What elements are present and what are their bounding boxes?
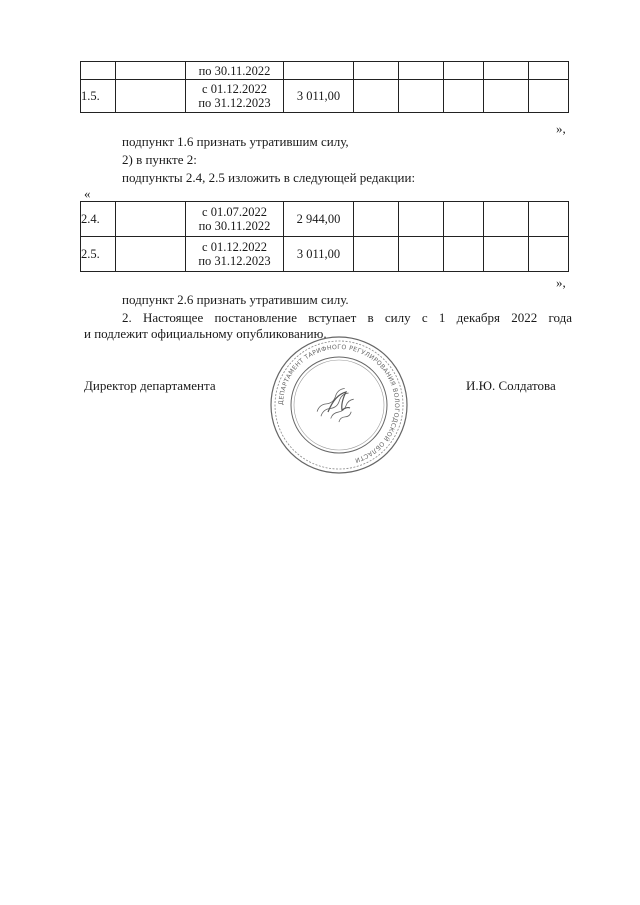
table-cell [116, 202, 186, 237]
row-number: 1.5. [81, 80, 116, 113]
table-cell [444, 202, 484, 237]
period-line: по 30.11.2022 [198, 63, 271, 78]
table-cell [484, 62, 529, 80]
period-cell [186, 202, 284, 237]
seal-ring-text: ДЕПАРТАМЕНТ ТАРИФНОГО РЕГУЛИРОВАНИЯ ВОЛОГОДСКОЙ ОБЛАСТИ [277, 343, 401, 464]
tariff-value: 3 011,00 [284, 237, 354, 272]
text-line: подпункт 1.6 признать утратившим силу, [122, 134, 349, 149]
tariff-value: 3 011,00 [284, 80, 354, 113]
text-line: 2) в пункте 2: [122, 152, 197, 167]
period-line: по 31.12.2023 [198, 254, 271, 268]
table-cell [444, 80, 484, 113]
paragraph-line: и подлежит официальному опубликованию. [84, 326, 327, 341]
paragraph-line: 2. Настоящее постановление вступает в силу с 1 декабря 2022 года [122, 310, 572, 325]
table-cell [354, 62, 399, 80]
row-number: 2.4. [81, 202, 116, 237]
table-cell [354, 202, 399, 237]
table-row [81, 237, 569, 272]
table-cell [529, 237, 569, 272]
table-row [81, 62, 569, 80]
text-line: подпункты 2.4, 2.5 изложить в следующей редакции: [122, 170, 416, 185]
table-cell [116, 62, 186, 80]
table-cell [484, 237, 529, 272]
row-number [81, 62, 116, 80]
table-cell [399, 62, 444, 80]
tariff-table-1 [80, 61, 569, 113]
seal-image [268, 334, 410, 476]
period-line: по 31.12.2023 [198, 96, 271, 110]
table-cell [354, 80, 399, 113]
period-line: с 01.12.2022 [202, 240, 267, 254]
period-cell [186, 237, 284, 272]
table-cell [116, 237, 186, 272]
table-row [81, 80, 569, 113]
svg-text:ДЕПАРТАМЕНТ ТАРИФНОГО РЕГУЛИРО [278, 344, 400, 464]
official-seal [268, 334, 410, 476]
table-row [81, 202, 569, 237]
table-cell [399, 202, 444, 237]
table-cell [116, 80, 186, 113]
table-cell [444, 62, 484, 80]
tariff-table-2 [80, 201, 569, 272]
tariff-value [284, 62, 354, 80]
period-line: с 01.07.2022 [202, 205, 267, 219]
table-cell [484, 202, 529, 237]
period-cell [186, 62, 284, 80]
table-cell [444, 237, 484, 272]
period-cell [186, 80, 284, 113]
row-number: 2.5. [81, 237, 116, 272]
table-cell [529, 80, 569, 113]
period-line: с 01.12.2022 [202, 82, 267, 96]
table-cell [529, 202, 569, 237]
opening-quote: « [84, 186, 91, 201]
signatory-title: Директор департамента [84, 378, 216, 393]
tariff-value: 2 944,00 [284, 202, 354, 237]
table-cell [399, 237, 444, 272]
closing-quote: », [556, 275, 566, 290]
table-cell [529, 62, 569, 80]
text-line: подпункт 2.6 признать утратившим силу. [122, 292, 349, 307]
table-cell [354, 237, 399, 272]
signatory-name: И.Ю. Солдатова [466, 378, 556, 393]
closing-quote: », [556, 121, 566, 136]
table-cell [399, 80, 444, 113]
period-line: по 30.11.2022 [198, 219, 271, 233]
table-cell [484, 80, 529, 113]
